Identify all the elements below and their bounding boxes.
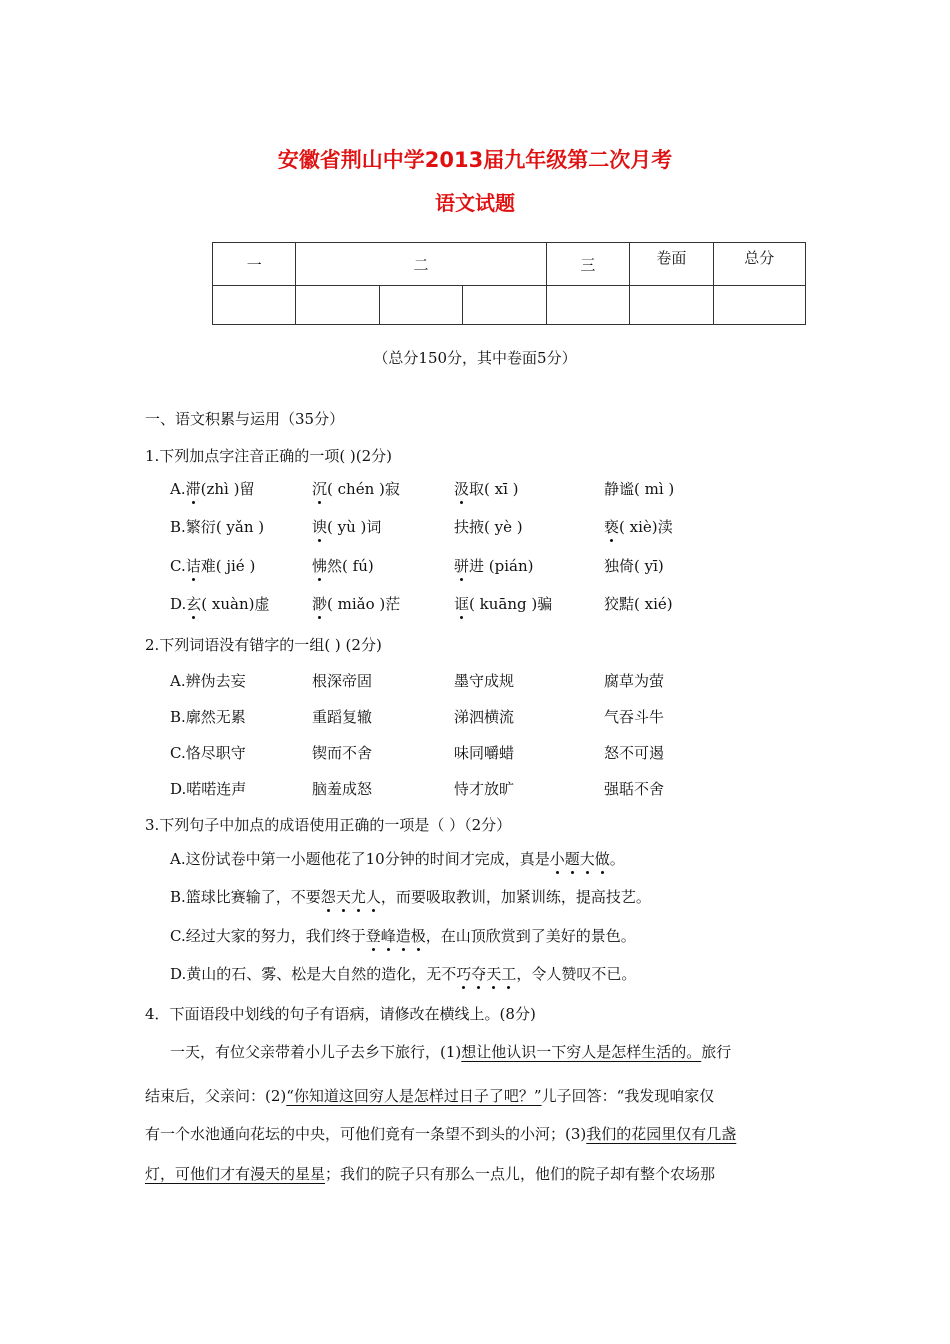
pinyin: ( xuàn)虚 [201, 595, 270, 613]
underlined-sentence-2: “你知道这回穷人是怎样过日子了吧？” [286, 1087, 542, 1105]
word: 涕泗横流 [454, 708, 515, 726]
dotted-char: 汲 [454, 480, 470, 498]
dotted-idiom [321, 888, 381, 906]
dotted-char: 诓 [454, 595, 470, 613]
word: 脑羞成怒 [312, 780, 373, 798]
dotted-char: 怫 [312, 557, 328, 575]
score-cell[interactable] [630, 286, 713, 325]
score-cell[interactable] [379, 286, 462, 325]
sentence-text: C.经过大家的努力，我们终于 [170, 927, 366, 945]
score-table-blank-row [213, 286, 806, 325]
word: 狡黠 [604, 595, 635, 613]
dotted-char: 诘 [185, 557, 201, 575]
option-label: D. [170, 595, 187, 613]
underlined-sentence-3-cont: 灯，可他们才有漫天的星星 [145, 1165, 326, 1183]
dotted-char: 大 [579, 850, 595, 868]
dotted-char: 峰 [380, 927, 396, 945]
passage-text: 儿子回答：“我发现咱家仅 [541, 1087, 715, 1105]
sentence-text: ，令人赞叹不已。 [516, 965, 637, 983]
dotted-char: 做 [594, 850, 610, 868]
pinyin: 取( xī ) [469, 480, 519, 498]
dotted-char: 巧 [456, 965, 472, 983]
question-4-stem: 4．下面语段中划线的句子有语病，请修改在横线上。(8分) [145, 1005, 536, 1023]
word: 恃才放旷 [454, 780, 515, 798]
underlined-sentence-3: 我们的花园里仅有几盏 [586, 1125, 737, 1143]
dotted-char: 题 [564, 850, 580, 868]
dotted-char: 人 [365, 888, 381, 906]
sentence-text: B.篮球比赛输了，不要 [170, 888, 321, 906]
dotted-char: 骈 [454, 557, 470, 575]
dotted-char: 渺 [312, 595, 328, 613]
score-cell[interactable] [713, 286, 805, 325]
sentence-text: ，而要吸取教训，加紧训练，提高技艺。 [380, 888, 651, 906]
score-header-4: 卷面 [630, 243, 713, 286]
sentence-text: 。 [609, 850, 625, 868]
word: 墨守成规 [454, 672, 515, 690]
word: C.恪尽职守 [170, 744, 246, 762]
dotted-char: 极 [410, 927, 426, 945]
dotted-char: 天 [335, 888, 351, 906]
score-header-3: 三 [546, 243, 629, 286]
pinyin: ( yù )词 [327, 518, 382, 536]
dotted-char: 登 [365, 927, 381, 945]
passage-text: 有一个水池通向花坛的中央，可他们竟有一条望不到头的小河；(3) [145, 1125, 587, 1143]
passage-text: ；我们的院子只有那么一点儿，他们的院子却有整个农场那 [325, 1165, 716, 1183]
dotted-char: 尤 [350, 888, 366, 906]
word: 腐草为萤 [604, 672, 665, 690]
dotted-char: 怨 [320, 888, 336, 906]
option-label: C. [170, 557, 186, 575]
passage-line-3 [145, 1124, 736, 1144]
score-header-1: 一 [213, 243, 296, 286]
pinyin: ( xiè)渎 [619, 518, 673, 536]
dotted-idiom [550, 850, 610, 868]
question-3-option-b [170, 887, 651, 907]
underlined-sentence-1: 想让他认识一下穷人是怎样生活的。 [461, 1043, 702, 1061]
word: 味同嚼蜡 [454, 744, 515, 762]
dotted-char: 谀 [312, 518, 328, 536]
sentence-text: ，在山顶欣赏到了美好的景色。 [425, 927, 636, 945]
sentence-text: D.黄山的石、雾、松是大自然的造化，无不 [170, 965, 457, 983]
exam-title: 安徽省荆山中学2013届九年级第二次月考 [277, 148, 673, 172]
score-table [212, 242, 806, 325]
passage-line-2 [145, 1086, 714, 1106]
dotted-char: 沉 [312, 480, 328, 498]
pinyin: ( yǎn ) [215, 518, 265, 536]
score-cell[interactable] [546, 286, 629, 325]
score-cell[interactable] [463, 286, 546, 325]
dotted-idiom [366, 927, 426, 945]
total-score-note: （总分150分，其中卷面5分） [373, 349, 577, 367]
word: 怒不可遏 [604, 744, 665, 762]
passage-text: 结束后，父亲问：(2) [145, 1087, 287, 1105]
pinyin: ( xié) [634, 595, 673, 613]
question-3-option-d [170, 964, 636, 984]
word: 气吞斗牛 [604, 708, 665, 726]
option-label: B. [170, 518, 186, 536]
pinyin: ( yè ) [484, 518, 523, 536]
dotted-char: 夺 [471, 965, 487, 983]
score-cell[interactable] [296, 286, 379, 325]
score-cell[interactable] [213, 286, 296, 325]
word: D.喏喏连声 [170, 780, 247, 798]
passage-line-1 [170, 1042, 731, 1062]
pinyin: ( mì ) [634, 480, 675, 498]
word: 繁衍 [185, 518, 216, 536]
dotted-char: 造 [395, 927, 411, 945]
word: 锲而不舍 [312, 744, 373, 762]
question-1-stem: 1.下列加点字注音正确的一项( )(2分) [145, 447, 393, 465]
dotted-char: 滞 [185, 480, 201, 498]
pinyin: (zhì )留 [200, 480, 255, 498]
pinyin: 难( jié ) [200, 557, 256, 575]
pinyin: 然( fú) [327, 557, 374, 575]
word: 静谧 [604, 480, 635, 498]
dotted-char: 工 [501, 965, 517, 983]
dotted-char: 亵 [604, 518, 620, 536]
passage-text: 一天，有位父亲带着小儿子去乡下旅行，(1) [170, 1043, 462, 1061]
pinyin: ( yī) [634, 557, 664, 575]
question-3-stem: 3.下列句子中加点的成语使用正确的一项是（ ）（2分） [145, 816, 512, 834]
word: A.辨伪去妄 [170, 672, 246, 690]
word: 根深帝固 [312, 672, 373, 690]
pinyin: 进 (pián) [469, 557, 534, 575]
dotted-char: 小 [549, 850, 565, 868]
pinyin: ( chén )寂 [327, 480, 400, 498]
question-2-stem: 2.下列词语没有错字的一组( ) (2分) [145, 636, 382, 654]
word: 强聒不舍 [604, 780, 665, 798]
word: 重蹈复辙 [312, 708, 373, 726]
pinyin: ( miǎo )茫 [327, 595, 401, 613]
sentence-text: A.这份试卷中第一小题他花了10分钟的时间才完成，真是 [170, 850, 550, 868]
question-3-option-c [170, 926, 636, 946]
passage-text: 旅行 [701, 1043, 732, 1061]
pinyin: ( kuāng )骗 [469, 595, 553, 613]
dotted-char: 玄 [186, 595, 202, 613]
word: 独倚 [604, 557, 635, 575]
score-table-header-row [213, 243, 806, 286]
dotted-char: 天 [486, 965, 502, 983]
option-label: A. [170, 480, 186, 498]
exam-subtitle: 语文试题 [435, 191, 515, 215]
passage-line-4 [145, 1164, 715, 1184]
dotted-idiom [456, 965, 516, 983]
word: 扶掖 [454, 518, 485, 536]
word: B.廓然无累 [170, 708, 246, 726]
section-heading: 一、语文积累与运用（35分） [145, 410, 345, 428]
score-header-2: 二 [296, 243, 546, 286]
score-header-5: 总分 [713, 243, 805, 286]
question-3-option-a [170, 849, 625, 869]
